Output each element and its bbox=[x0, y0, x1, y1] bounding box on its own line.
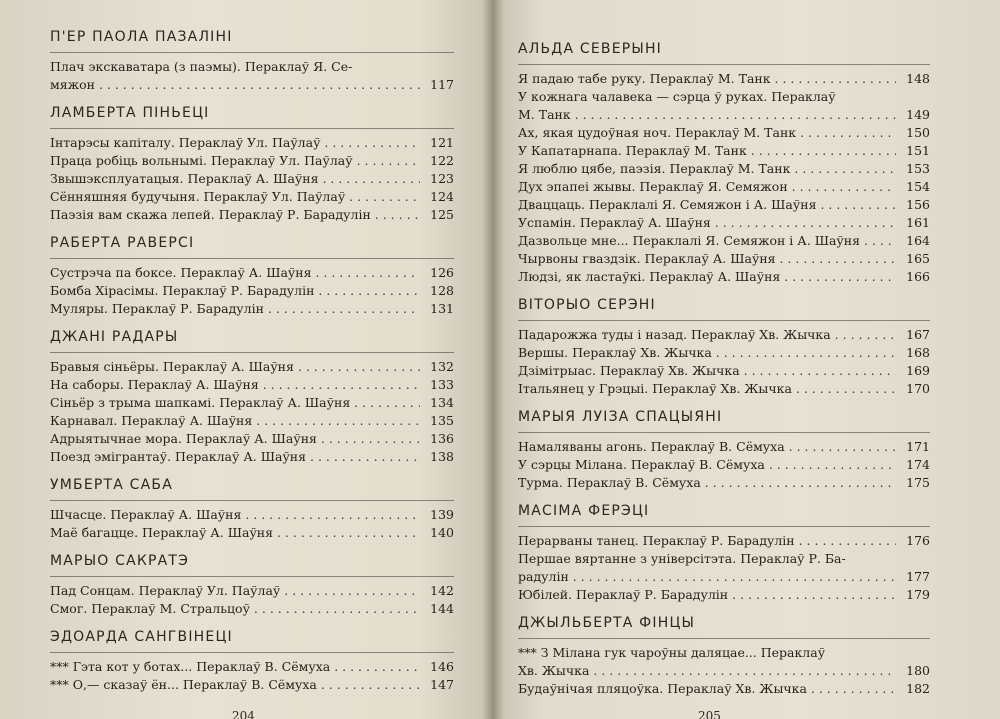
toc-section bbox=[50, 328, 454, 466]
page-number: 179 bbox=[906, 587, 930, 602]
toc-entry bbox=[50, 524, 454, 542]
page-number: 138 bbox=[430, 449, 454, 464]
toc-entry bbox=[50, 264, 454, 282]
toc-section bbox=[518, 40, 930, 286]
page-number: 154 bbox=[906, 179, 930, 194]
page-number: 117 bbox=[430, 77, 454, 92]
section-rule bbox=[518, 320, 930, 321]
entry-title: У Капатарнапа. Пераклаў М. Танк . . . bbox=[518, 142, 896, 160]
author-heading: ВІТОРЫО СЕРЭНІ bbox=[518, 297, 656, 313]
page-number: 175 bbox=[906, 475, 930, 490]
page-number: 121 bbox=[430, 135, 454, 150]
toc-entry bbox=[518, 586, 930, 604]
entry-title: Людзі, як ластаўкі. Пераклаў А. Шаўня . . . bbox=[518, 268, 896, 286]
toc-entry bbox=[518, 550, 930, 586]
toc-entry bbox=[50, 430, 454, 448]
toc-entry bbox=[518, 160, 930, 178]
entry-title: Смог. Пераклаў М. Стральцоў . . . bbox=[50, 600, 420, 618]
toc-section bbox=[518, 614, 930, 698]
author-heading: ЭДОАРДА САНГВІНЕЦІ bbox=[50, 629, 233, 645]
page-number: 131 bbox=[430, 301, 454, 316]
entry-title: У сэрцы Мілана. Пераклаў В. Сёмуха . . . bbox=[518, 456, 896, 474]
toc-section bbox=[50, 552, 454, 618]
toc-section bbox=[50, 104, 454, 224]
toc-section bbox=[518, 408, 930, 492]
entry-title: Маё багацце. Пераклаў А. Шаўня . . . bbox=[50, 524, 420, 542]
left-page bbox=[0, 0, 492, 719]
toc-entry bbox=[518, 474, 930, 492]
page-number: 167 bbox=[906, 327, 930, 342]
page-number: 148 bbox=[906, 71, 930, 86]
section-rule bbox=[518, 64, 930, 65]
toc-entry bbox=[50, 58, 454, 94]
page-number: 174 bbox=[906, 457, 930, 472]
author-heading: АЛЬДА СЕВЕРЫНІ bbox=[518, 41, 662, 57]
toc-entry bbox=[50, 188, 454, 206]
author-heading: ЛАМБЕРТА ПІНЬЕЦІ bbox=[50, 105, 210, 121]
toc-entry bbox=[50, 206, 454, 224]
page-number: 124 bbox=[430, 189, 454, 204]
entry-title: На саборы. Пераклаў А. Шаўня . . . bbox=[50, 376, 420, 394]
toc-entry bbox=[50, 282, 454, 300]
entry-title: Дваццаць. Пераклалі Я. Семяжон і А. Шаўня . . . bbox=[518, 196, 896, 214]
entry-title: Дзімітрыас. Пераклаў Хв. Жычка . . . bbox=[518, 362, 896, 380]
entry-title: Шчасце. Пераклаў А. Шаўня . . . bbox=[50, 506, 420, 524]
entry-title: Муляры. Пераклаў Р. Барадулін . . . bbox=[50, 300, 420, 318]
entry-title: Успамін. Пераклаў А. Шаўня . . . bbox=[518, 214, 896, 232]
toc-entry bbox=[50, 658, 454, 676]
author-heading: УМБЕРТА САБА bbox=[50, 477, 174, 493]
page-number: 134 bbox=[430, 395, 454, 410]
toc-entry bbox=[50, 412, 454, 430]
author-heading: ДЖАНІ РАДАРЫ bbox=[50, 329, 179, 345]
section-rule bbox=[518, 526, 930, 527]
page-number: 144 bbox=[430, 601, 454, 616]
author-heading: ДЖЫЛЬБЕРТА ФІНЦЫ bbox=[518, 615, 696, 631]
page-number: 161 bbox=[906, 215, 930, 230]
page-number: 168 bbox=[906, 345, 930, 360]
page-number: 147 bbox=[430, 677, 454, 692]
toc-entry bbox=[518, 456, 930, 474]
toc-entry bbox=[50, 676, 454, 694]
right-page bbox=[492, 0, 1000, 719]
toc-entry bbox=[518, 326, 930, 344]
entry-title: Поезд эмігрантаў. Пераклаў А. Шаўня . . . bbox=[50, 448, 420, 466]
toc-entry bbox=[518, 438, 930, 456]
toc-entry bbox=[518, 232, 930, 250]
toc-entry bbox=[50, 152, 454, 170]
entry-title: Бравыя сіньёры. Пераклаў А. Шаўня . . . bbox=[50, 358, 420, 376]
toc-section bbox=[50, 234, 454, 318]
toc-entry bbox=[518, 344, 930, 362]
toc-entry bbox=[518, 214, 930, 232]
toc-section bbox=[50, 28, 454, 94]
author-heading: РАБЕРТА РАВЕРСІ bbox=[50, 235, 195, 251]
section-rule bbox=[50, 128, 454, 129]
entry-title: Чырвоны гваздзік. Пераклаў А. Шаўня . . . bbox=[518, 250, 896, 268]
section-rule bbox=[518, 638, 930, 639]
entry-title: Турма. Пераклаў В. Сёмуха . . . bbox=[518, 474, 896, 492]
toc-entry bbox=[518, 680, 930, 698]
toc-entry bbox=[50, 376, 454, 394]
entry-title: У кожнага чалавека — сэрца ў руках. Пераклаў bbox=[518, 89, 836, 104]
entry-title-continuation: Хв. Жычка bbox=[518, 663, 590, 678]
entry-title: Дазвольце мне... Пераклалі Я. Семяжон і А. Шаўня . . . bbox=[518, 232, 896, 250]
toc-entry bbox=[50, 582, 454, 600]
page-number: 149 bbox=[906, 107, 930, 122]
page-number: 169 bbox=[906, 363, 930, 378]
toc-entry bbox=[50, 394, 454, 412]
entry-title: Першае вяртанне з універсітэта. Пераклаў Р. Ба- bbox=[518, 551, 846, 566]
entry-title: Бомба Хірасімы. Пераклаў Р. Барадулін . . . bbox=[50, 282, 420, 300]
page-number: 177 bbox=[906, 569, 930, 584]
toc-entry bbox=[518, 196, 930, 214]
section-rule bbox=[50, 576, 454, 577]
section-rule bbox=[50, 352, 454, 353]
toc-section bbox=[518, 502, 930, 604]
toc-section bbox=[50, 628, 454, 694]
page-number: 165 bbox=[906, 251, 930, 266]
page-number: 123 bbox=[430, 171, 454, 186]
entry-title: Юбілей. Пераклаў Р. Барадулін . . . bbox=[518, 586, 896, 604]
entry-title: Намаляваны агонь. Пераклаў В. Сёмуха . . . bbox=[518, 438, 896, 456]
entry-title: Сіньёр з трыма шапкамі. Пераклаў А. Шаўня . . . bbox=[50, 394, 420, 412]
page-number: 176 bbox=[906, 533, 930, 548]
section-rule bbox=[518, 432, 930, 433]
entry-title: *** Гэта кот у ботах... Пераклаў В. Сёмуха . . . bbox=[50, 658, 420, 676]
section-rule bbox=[50, 500, 454, 501]
page-number: 170 bbox=[906, 381, 930, 396]
toc-section bbox=[518, 296, 930, 398]
toc-entry bbox=[518, 380, 930, 398]
entry-title: *** О,— сказаў ён... Пераклаў В. Сёмуха . . . bbox=[50, 676, 420, 694]
toc-section bbox=[50, 476, 454, 542]
book-gutter bbox=[482, 0, 504, 719]
toc-entry bbox=[50, 170, 454, 188]
page-number: 126 bbox=[430, 265, 454, 280]
toc-entry bbox=[518, 268, 930, 286]
folio-page-number: 205 bbox=[698, 709, 721, 719]
page-number: 136 bbox=[430, 431, 454, 446]
toc-entry bbox=[518, 362, 930, 380]
page-number: 132 bbox=[430, 359, 454, 374]
toc-entry bbox=[50, 506, 454, 524]
entry-title: Падарожжа туды і назад. Пераклаў Хв. Жычка . . . bbox=[518, 326, 896, 344]
page-number: 153 bbox=[906, 161, 930, 176]
entry-title-continuation: радулін bbox=[518, 569, 569, 584]
entry-title: Пад Сонцам. Пераклаў Ул. Паўлаў . . . bbox=[50, 582, 420, 600]
entry-title: Я падаю табе руку. Пераклаў М. Танк . . . bbox=[518, 70, 896, 88]
page-number: 146 bbox=[430, 659, 454, 674]
page-number: 180 bbox=[906, 663, 930, 678]
toc-entry bbox=[50, 448, 454, 466]
toc-entry bbox=[50, 300, 454, 318]
toc-entry bbox=[50, 134, 454, 152]
entry-title: Плач экскаватара (з паэмы). Пераклаў Я. Се- bbox=[50, 59, 353, 74]
toc-entry bbox=[518, 532, 930, 550]
section-rule bbox=[50, 52, 454, 53]
entry-title: Сустрэча па боксе. Пераклаў А. Шаўня . . . bbox=[50, 264, 420, 282]
page-number: 156 bbox=[906, 197, 930, 212]
entry-title: Перарваны танец. Пераклаў Р. Барадулін . . . bbox=[518, 532, 896, 550]
entry-title-continuation: М. Танк bbox=[518, 107, 571, 122]
entry-title: Паэзія вам скажа лепей. Пераклаў Р. Барадулін . . . bbox=[50, 206, 420, 224]
entry-title: Італьянец у Грэцыі. Пераклаў Хв. Жычка . . . bbox=[518, 380, 896, 398]
entry-title: Вершы. Пераклаў Хв. Жычка . . . bbox=[518, 344, 896, 362]
page-number: 125 bbox=[430, 207, 454, 222]
author-heading: МАРЫЯ ЛУІЗА СПАЦЫЯНІ bbox=[518, 409, 723, 425]
page-number: 139 bbox=[430, 507, 454, 522]
author-heading: МАСІМА ФЕРЭЦІ bbox=[518, 503, 650, 519]
toc-entry bbox=[50, 358, 454, 376]
entry-title: Карнавал. Пераклаў А. Шаўня . . . bbox=[50, 412, 420, 430]
page-number: 140 bbox=[430, 525, 454, 540]
page-number: 135 bbox=[430, 413, 454, 428]
entry-title: Я люблю цябе, паэзія. Пераклаў М. Танк . . . bbox=[518, 160, 896, 178]
toc-entry bbox=[518, 124, 930, 142]
entry-title: Дух эпапеі жывы. Пераклаў Я. Семяжон . . . bbox=[518, 178, 896, 196]
toc-entry bbox=[518, 250, 930, 268]
section-rule bbox=[50, 652, 454, 653]
entry-title: Праца робіць вольнымі. Пераклаў Ул. Паўлаў . . . bbox=[50, 152, 420, 170]
toc-entry bbox=[518, 178, 930, 196]
folio-page-number: 204 bbox=[232, 709, 255, 719]
section-rule bbox=[50, 258, 454, 259]
page-number: 171 bbox=[906, 439, 930, 454]
toc-entry bbox=[50, 600, 454, 618]
entry-title-continuation: мяжон bbox=[50, 77, 95, 92]
entry-title: Звышэксплуатацыя. Пераклаў А. Шаўня . . . bbox=[50, 170, 420, 188]
page-number: 142 bbox=[430, 583, 454, 598]
toc-entry bbox=[518, 644, 930, 680]
page-number: 164 bbox=[906, 233, 930, 248]
page-number: 151 bbox=[906, 143, 930, 158]
toc-entry bbox=[518, 142, 930, 160]
page-number: 166 bbox=[906, 269, 930, 284]
entry-title: Будаўнічая пляцоўка. Пераклаў Хв. Жычка . . . bbox=[518, 680, 896, 698]
page-number: 133 bbox=[430, 377, 454, 392]
page-number: 150 bbox=[906, 125, 930, 140]
entry-title: Ах, якая цудоўная ноч. Пераклаў М. Танк . . . bbox=[518, 124, 896, 142]
entry-title: Адрыятычнае мора. Пераклаў А. Шаўня . . . bbox=[50, 430, 420, 448]
entry-title: Сённяшняя будучыня. Пераклаў Ул. Паўлаў . . . bbox=[50, 188, 420, 206]
entry-title: *** З Мілана гук чароўны даляцае... Пераклаў bbox=[518, 645, 826, 660]
author-heading: П'ЕР ПАОЛА ПАЗАЛІНІ bbox=[50, 29, 233, 45]
page-number: 128 bbox=[430, 283, 454, 298]
toc-entry bbox=[518, 70, 930, 88]
toc-entry bbox=[518, 88, 930, 124]
page-number: 182 bbox=[906, 681, 930, 696]
entry-title: Інтарэсы капіталу. Пераклаў Ул. Паўлаў . . . bbox=[50, 134, 420, 152]
author-heading: МАРЫО САКРАТЭ bbox=[50, 553, 190, 569]
page-number: 122 bbox=[430, 153, 454, 168]
